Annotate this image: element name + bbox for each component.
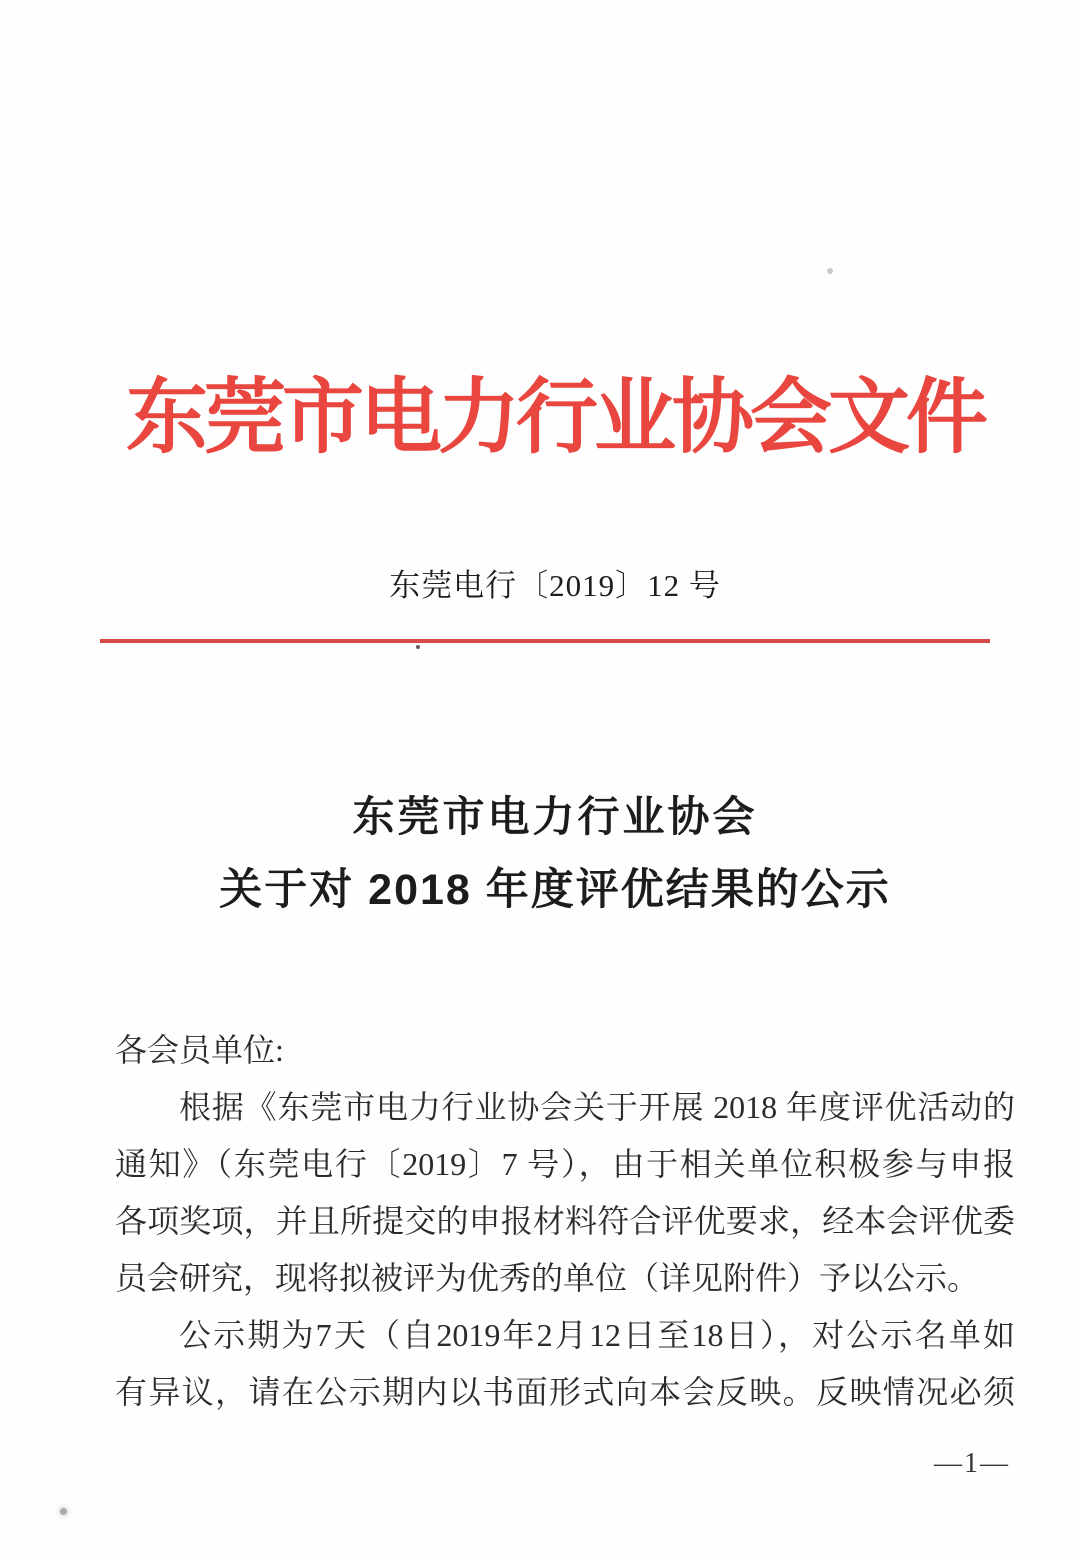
- body-line-salutation: 各会员单位:: [115, 1032, 284, 1068]
- scan-speck: [60, 1508, 67, 1515]
- body-line: 有异议，请在公示期内以书面形式向本会反映。反映情况必须: [115, 1374, 1015, 1410]
- body-line: 公示期为7天（自2019年2月12日至18日），对公示名单如: [179, 1317, 1015, 1353]
- red-separator-rule: [100, 639, 990, 643]
- scan-speck: [827, 268, 833, 274]
- scan-speck: [416, 645, 420, 649]
- notice-title-line2: 关于对 2018 年度评优结果的公示: [219, 866, 891, 914]
- body-line: 根据《东莞市电力行业协会关于开展 2018 年度评优活动的: [179, 1089, 1015, 1125]
- document-number: 东莞电行〔2019〕12 号: [389, 568, 721, 603]
- body-line: 各项奖项，并且所提交的申报材料符合评优要求，经本会评优委: [115, 1203, 1015, 1239]
- notice-title-line1: 东莞市电力行业协会: [352, 793, 758, 840]
- body-line: 员会研究，现将拟被评为优秀的单位（详见附件）予以公示。: [115, 1260, 980, 1296]
- letterhead-title: 东莞市电力行业协会文件: [125, 372, 984, 463]
- page-number: —1—: [934, 1448, 1010, 1479]
- notice-body: [115, 1022, 1015, 1421]
- body-line: 通知》（东莞电行〔2019〕7 号），由于相关单位积极参与申报: [115, 1146, 1015, 1182]
